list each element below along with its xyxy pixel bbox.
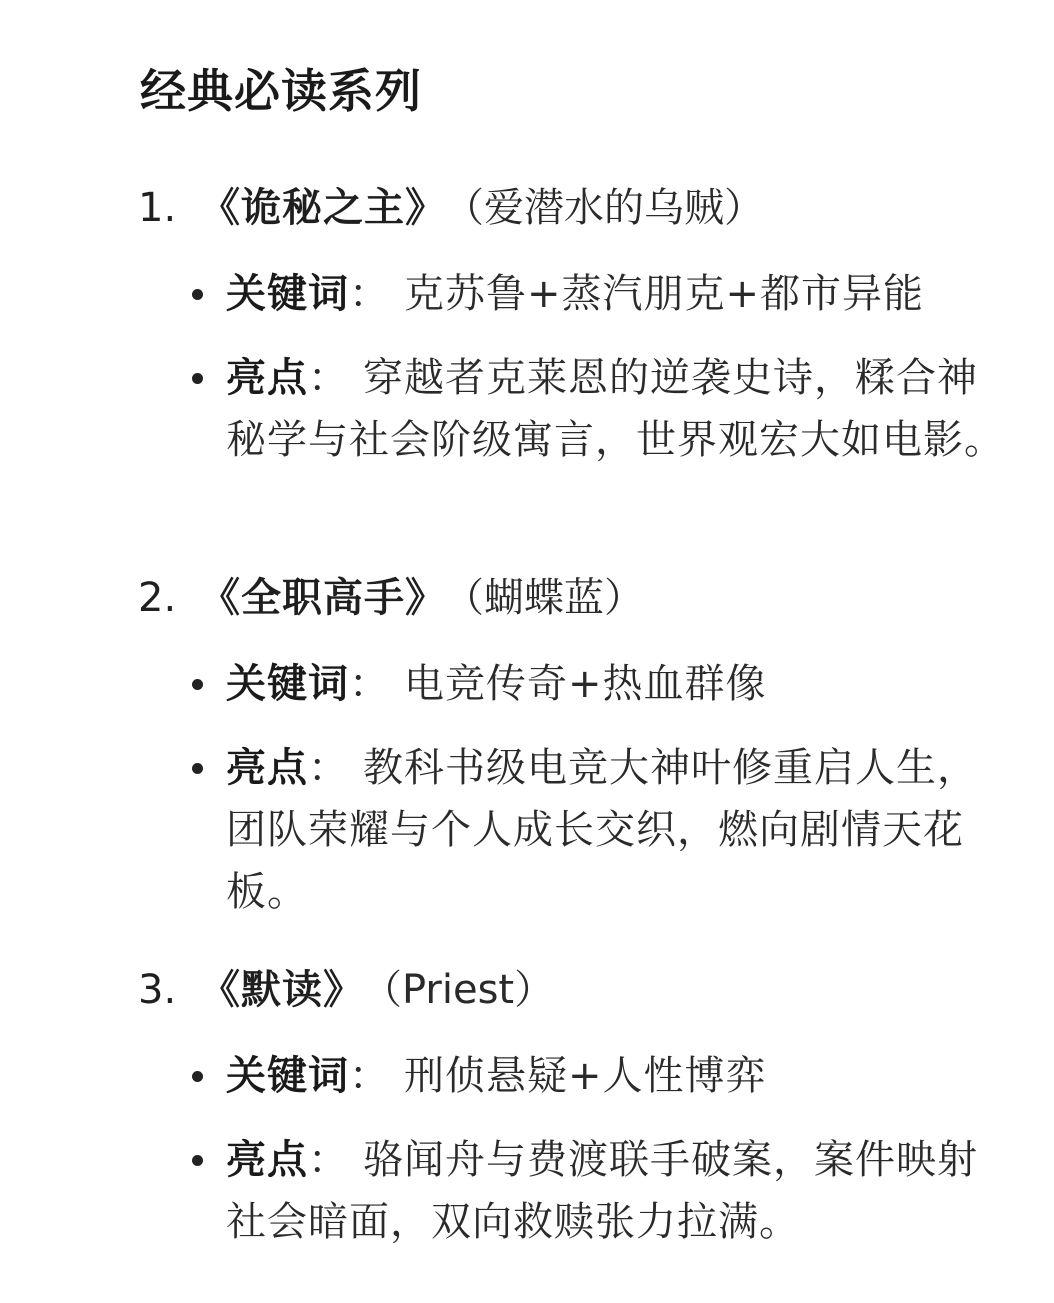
keywords-text: 刑侦悬疑+人性博弈: [404, 1053, 767, 1099]
keywords-item: [138, 1045, 1018, 1107]
book-details: [138, 263, 1018, 471]
bullet-dot-icon: [192, 679, 203, 690]
book-heading: [138, 962, 1018, 1018]
book-number: 2.: [138, 575, 177, 621]
highlight-text: 教科书级电竞大神叶修重启人生，团队荣耀与个人成长交织，燃向剧情天花板。: [226, 745, 978, 915]
highlight-label: 亮点: [226, 355, 308, 401]
book-entry-1: [138, 180, 1018, 471]
keywords-item: [138, 653, 1018, 715]
bullet-dot-icon: [192, 289, 203, 300]
book-name: 《全职高手》: [200, 575, 446, 621]
book-name: 《默读》: [200, 967, 364, 1013]
book-name: 《诡秘之主》: [200, 185, 446, 231]
book-heading: [138, 180, 1018, 236]
bullet-dot-icon: [192, 763, 203, 774]
keywords-label: 关键词: [226, 1053, 349, 1099]
highlight-separator: ：: [308, 355, 349, 401]
highlight-item: [138, 1129, 1018, 1253]
bullet-dot-icon: [192, 1071, 203, 1082]
highlight-text: 骆闻舟与费渡联手破案，案件映射社会暗面，双向救赎张力拉满。: [226, 1137, 978, 1245]
page-title: 经典必读系列: [140, 64, 422, 118]
book-number: 3.: [138, 967, 177, 1013]
keywords-separator: ：: [349, 661, 390, 707]
book-heading: [138, 570, 1018, 626]
keywords-text: 克苏鲁+蒸汽朋克+都市异能: [404, 271, 925, 317]
highlight-text: 穿越者克莱恩的逆袭史诗，糅合神秘学与社会阶级寓言，世界观宏大如电影。: [226, 355, 1005, 463]
highlight-separator: ：: [308, 745, 349, 791]
book-entry-3: [138, 962, 1018, 1253]
book-author: （Priest）: [382, 967, 555, 1013]
highlight-label: 亮点: [226, 745, 308, 791]
book-number: 1.: [138, 185, 177, 231]
keywords-text: 电竞传奇+热血群像: [404, 661, 767, 707]
keywords-item: [138, 263, 1018, 325]
keywords-separator: ：: [349, 1053, 390, 1099]
highlight-item: [138, 347, 1018, 471]
book-details: [138, 1045, 1018, 1253]
highlight-item: [138, 737, 1018, 923]
bullet-dot-icon: [192, 373, 203, 384]
highlight-separator: ：: [308, 1137, 349, 1183]
book-author: （爱潜水的乌贼）: [464, 185, 764, 231]
highlight-label: 亮点: [226, 1137, 308, 1183]
book-entry-2: [138, 570, 1018, 923]
keywords-label: 关键词: [226, 661, 349, 707]
keywords-label: 关键词: [226, 271, 349, 317]
book-details: [138, 653, 1018, 923]
book-author: （蝴蝶蓝）: [464, 575, 644, 621]
keywords-separator: ：: [349, 271, 390, 317]
bullet-dot-icon: [192, 1155, 203, 1166]
